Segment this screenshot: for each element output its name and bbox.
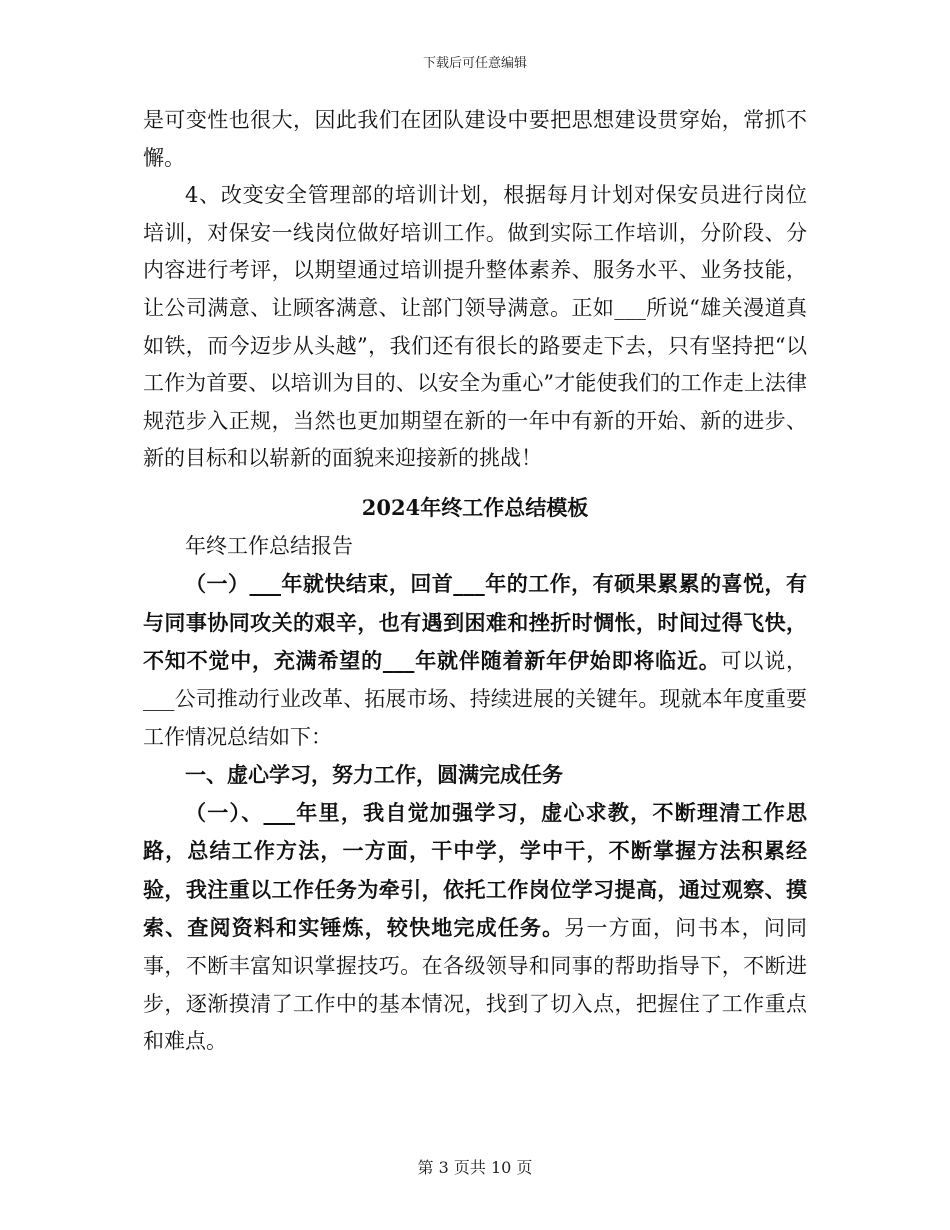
paragraph-continuation: 是可变性也很大，因此我们在团队建设中要把思想建设贯穿始，常抓不懈。	[143, 108, 807, 170]
paragraph-intro	[143, 565, 807, 756]
document-body	[143, 102, 807, 1061]
paragraph-study-bold: （一）、___年里，我自觉加强学习，虚心求教，不断理清工作思路，总结工作方法，一方面，干中学，学中干，不断掌握方法积累经验，我注重以工作任务为牵引，依托工作岗位学习提高，通过观察、摸索、查阅资料和实锤炼，较快地完成任务。	[143, 799, 807, 941]
report-subtitle: 年终工作总结报告	[185, 533, 353, 558]
page-number: 第 3 页共 10 页	[417, 1158, 533, 1177]
document-title: 2024年终工作总结模板	[361, 494, 589, 520]
paragraph-study	[143, 794, 807, 1061]
section-heading-1: 一、虚心学习，努力工作，圆满完成任务	[185, 762, 563, 788]
paragraph-study-normal: 另一方面，问书本，问同事，不断丰富知识掌握技巧。在各级领导和同事的帮助指导下，不断进步，逐渐摸清了工作中的基本情况，找到了切入点，把握住了工作重点和难点。	[143, 916, 808, 1054]
paragraph-intro-normal: 可以说，___公司推动行业改革、拓展市场、持续进展的关键年。现就本年度重要工作情况总结如下：	[143, 649, 808, 749]
page-header: 下载后可任意编辑	[422, 56, 527, 71]
paragraph-training-plan: 4、改变安全管理部的培训计划，根据每月计划对保安员进行岗位培训，对保安一线岗位做好培训工作。做到实际工作培训，分阶段、分内容进行考评，以期望通过培训提升整体素养、服务水平、业务技能，让公司满意、让顾客满意、让部门领导满意。正如___所说“雄关漫道真如铁，而今迈步从头越”，我们还有很长的路要走下去，只有坚持把“以工作为首要、以培训为目的、以安全为重心”才能使我们的工作走上法律规范步入正规，当然也更加期望在新的一年中有新的开始、新的进步、新的目标和以崭新的面貌来迎接新的挑战！	[143, 183, 807, 471]
paragraph-intro-bold: （一）___年就快结束，回首___年的工作，有硕果累累的喜悦，有与同事协同攻关的艰辛，也有遇到困难和挫折时惆怅，时间过得飞快，不知不觉中，充满希望的___年就伴随着新年伊始即将临近。	[143, 571, 807, 674]
